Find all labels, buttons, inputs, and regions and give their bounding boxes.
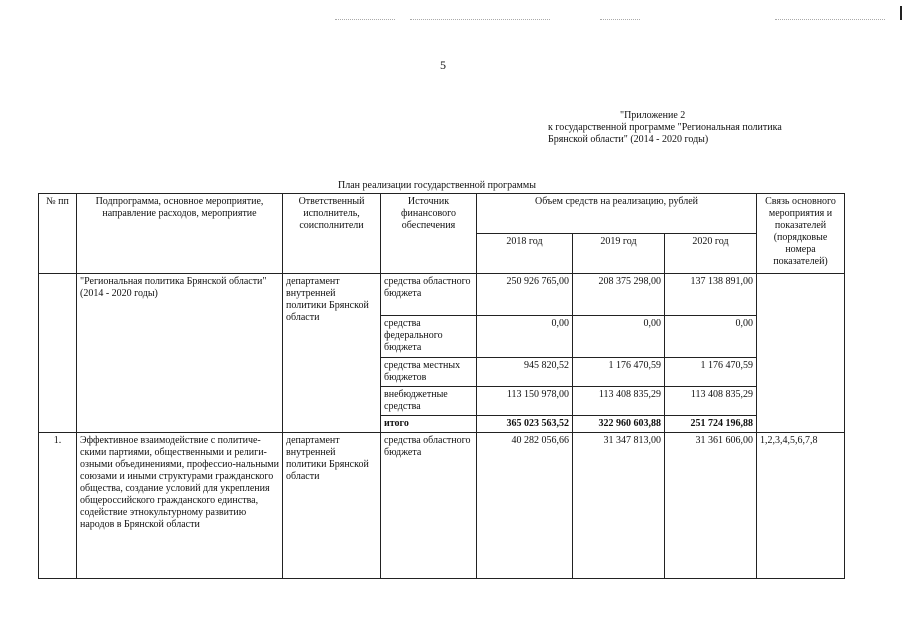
table-row (39, 274, 845, 316)
header-2020: 2020 год (665, 234, 757, 274)
item-source: средства областного бюджета (381, 433, 477, 579)
program-2019: 208 375 298,00 (573, 274, 665, 316)
item-name: Эффективное взаимодействие с политиче-скими партиями, общественными и религи-озными объединениями, профессио-нальными союзами и иными структурами гражданского общества, создание условий для укрепления общероссийского гражданского единства, содействие этнокультурному развитию народов в Брянской области (77, 433, 283, 579)
header-2019: 2019 год (573, 234, 665, 274)
header-source: Источник финансового обеспечения (381, 194, 477, 274)
appendix-line-1: "Приложение 2 (620, 110, 686, 121)
program-link (757, 274, 845, 433)
program-2018: 0,00 (477, 316, 573, 358)
table-row (39, 433, 845, 579)
header-volume: Объем средств на реализацию, рублей (477, 194, 757, 234)
scan-artifact (335, 19, 395, 21)
item-2019: 31 347 813,00 (573, 433, 665, 579)
header-subprogram: Подпрограмма, основное мероприятие, направление расходов, мероприятие (77, 194, 283, 274)
item-link: 1,2,3,4,5,6,7,8 (757, 433, 845, 579)
scan-edge-mark (900, 6, 902, 20)
item-2018: 40 282 056,66 (477, 433, 573, 579)
scan-artifact (775, 19, 885, 21)
header-responsible: Ответственный исполнитель, соисполнители (283, 194, 381, 274)
total-2019: 322 960 603,88 (573, 416, 665, 433)
program-source: внебюджетные средства (381, 387, 477, 416)
program-2020: 137 138 891,00 (665, 274, 757, 316)
header-row (39, 194, 845, 234)
item-responsible: департамент внутренней политики Брянской области (283, 433, 381, 579)
item-num: 1. (39, 433, 77, 579)
program-2020: 113 408 835,29 (665, 387, 757, 416)
program-2018: 945 820,52 (477, 358, 573, 387)
header-link: Связь основного мероприятия и показателей (порядковые номера показателей) (757, 194, 845, 274)
program-responsible: департамент внутренней политики Брянской области (283, 274, 381, 433)
program-source: средства местных бюджетов (381, 358, 477, 387)
total-2018: 365 023 563,52 (477, 416, 573, 433)
plan-title: План реализации государственной программы (338, 180, 536, 191)
program-source: средства областного бюджета (381, 274, 477, 316)
program-2018: 113 150 978,00 (477, 387, 573, 416)
appendix-heading (548, 110, 848, 146)
program-2018: 250 926 765,00 (477, 274, 573, 316)
appendix-line-2: к государственной программе "Региональная политика (548, 122, 782, 133)
program-2020: 1 176 470,59 (665, 358, 757, 387)
scan-artifact (600, 19, 640, 21)
item-2020: 31 361 606,00 (665, 433, 757, 579)
total-label: итого (381, 416, 477, 433)
header-num: № пп (39, 194, 77, 274)
page-number: 5 (440, 58, 446, 72)
appendix-line-3: Брянской области" (2014 - 2020 годы) (548, 134, 709, 145)
program-2020: 0,00 (665, 316, 757, 358)
total-2020: 251 724 196,88 (665, 416, 757, 433)
program-num (39, 274, 77, 433)
plan-table (38, 193, 845, 579)
header-2018: 2018 год (477, 234, 573, 274)
program-source: средства федерального бюджета (381, 316, 477, 358)
program-2019: 1 176 470,59 (573, 358, 665, 387)
scan-artifact (410, 19, 550, 21)
program-name: "Региональная политика Брянской области" (2014 - 2020 годы) (77, 274, 283, 433)
program-2019: 113 408 835,29 (573, 387, 665, 416)
program-2019: 0,00 (573, 316, 665, 358)
